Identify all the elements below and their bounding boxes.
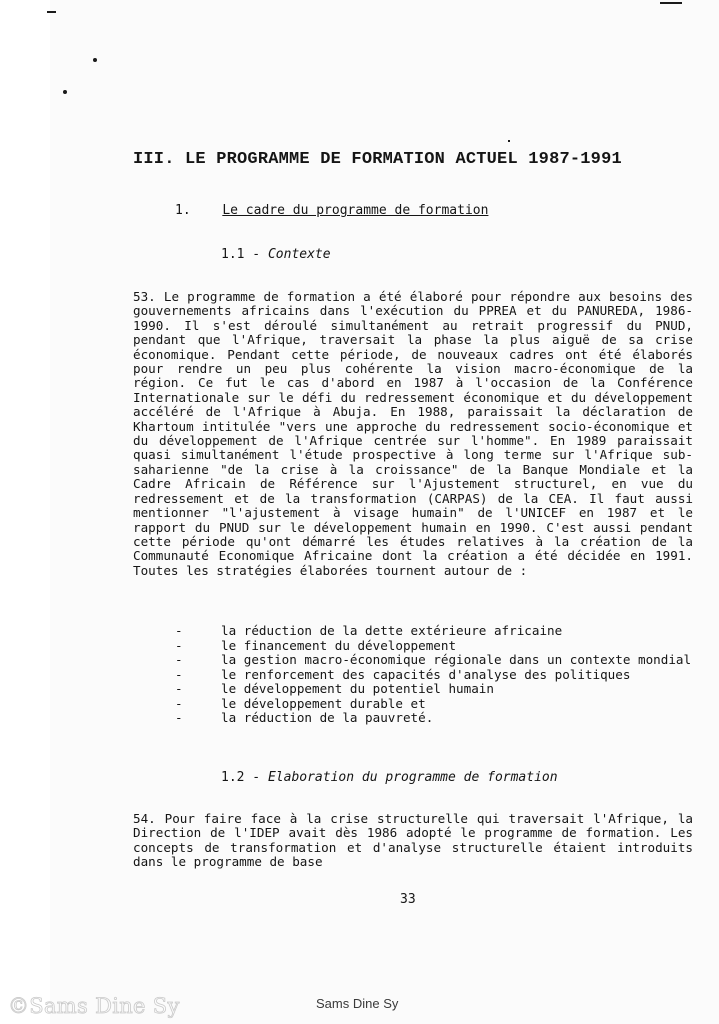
subsection-1-2-number: 1.2 - (221, 770, 261, 785)
list-item (175, 711, 695, 726)
subsection-1-2-title: Elaboration du programme de formation (267, 770, 558, 785)
bullet-marker: - (175, 695, 183, 711)
subsection-1-2-heading (221, 770, 558, 785)
subsection-1-heading (175, 203, 488, 218)
list-item (175, 697, 695, 712)
bullet-marker: - (175, 652, 183, 667)
strategy-list (175, 624, 695, 726)
bullet-marker: - (175, 666, 183, 682)
subsection-1-number: 1. (175, 203, 191, 218)
list-item (175, 682, 695, 697)
footer-credit: Sams Dine Sy (316, 996, 399, 1011)
scan-speck (63, 90, 67, 94)
list-item-text: la réduction de la dette extérieure africaine (221, 623, 563, 638)
section-heading: III. LE PROGRAMME DE FORMATION ACTUEL 1987-1991 (133, 150, 622, 169)
paragraph-54: 54. Pour faire face à la crise structurelle qui traversait l'Afrique, la Direction de l'IDEP avait dès 1986 adopté le programme de formation. Les concepts de transformation et d'analyse structurelle étaient introduits dans le programme de base (133, 812, 693, 870)
scan-speck (93, 58, 97, 62)
subsection-1-1-title: Contexte (267, 247, 331, 262)
list-item-text: la réduction de la pauvreté. (221, 710, 434, 725)
list-item (175, 653, 695, 668)
subsection-1-title: Le cadre du programme de formation (222, 203, 489, 218)
paragraph-53: 53. Le programme de formation a été élaboré pour répondre aux besoins des gouvernements africains dans l'exécution du PPREA et du PANUREDA, 1986-1990. Il s'est déroulé simultanément au retrait progressif du PNUD, pendant que l'Afrique, traversait la phase la plus aiguë de sa crise économique. Pendant cette période, de nouveaux cadres ont été élaborés pour rendre un peu plus cohérente la vision macro-économique de la région. Ce fut le cas d'abord en 1987 à l'occasion de la Conférence Internationale sur le défi du redressement économique et du développement accéléré de l'Afrique à Abuja. En 1988, paraissait la déclaration de Khartoum intitulée "vers une approche du redressement socio-économique et du développement de l'Afrique centrée sur l'homme". En 1989 paraissait quasi simultanément l'étude prospective à long terme sur l'Afrique sub-saharienne "de la crise à la croissance" de la Banque Mondiale et la Cadre Africain de Référence sur l'Ajustement structurel, en vue du redressement et de la transformation (CARPAS) de la CEA. Il faut aussi mentionner "l'ajustement à visage humain" de l'UNICEF en 1987 et le rapport du PNUD sur le développement humain en 1990. C'est aussi pendant cette période qu'ont démarré les études relatives à la création de la Communauté Economique Africaine dont la création a été décidée en 1991. Toutes les stratégies élaborées tournent autour de : (133, 290, 693, 578)
bullet-marker: - (175, 623, 183, 638)
page-number: 33 (400, 892, 416, 907)
watermark: ©Sams Dine Sy (8, 994, 180, 1018)
list-item-text: le financement du développement (221, 637, 457, 653)
list-item (175, 624, 695, 639)
list-item-text: le développement durable et (221, 695, 426, 711)
scan-speck (660, 2, 682, 4)
bullet-marker: - (175, 681, 183, 696)
list-item (175, 639, 695, 654)
bullet-marker: - (175, 637, 183, 653)
bullet-marker: - (175, 710, 183, 725)
scan-speck (508, 140, 510, 142)
subsection-1-1-heading (221, 247, 331, 262)
list-item-text: le développement du potentiel humain (221, 681, 494, 696)
list-item-text: le renforcement des capacités d'analyse des politiques (221, 666, 631, 682)
scan-speck (47, 11, 56, 13)
list-item-text: la gestion macro-économique régionale dans un contexte mondial (221, 652, 692, 667)
list-item (175, 668, 695, 683)
subsection-1-1-number: 1.1 - (221, 247, 261, 262)
